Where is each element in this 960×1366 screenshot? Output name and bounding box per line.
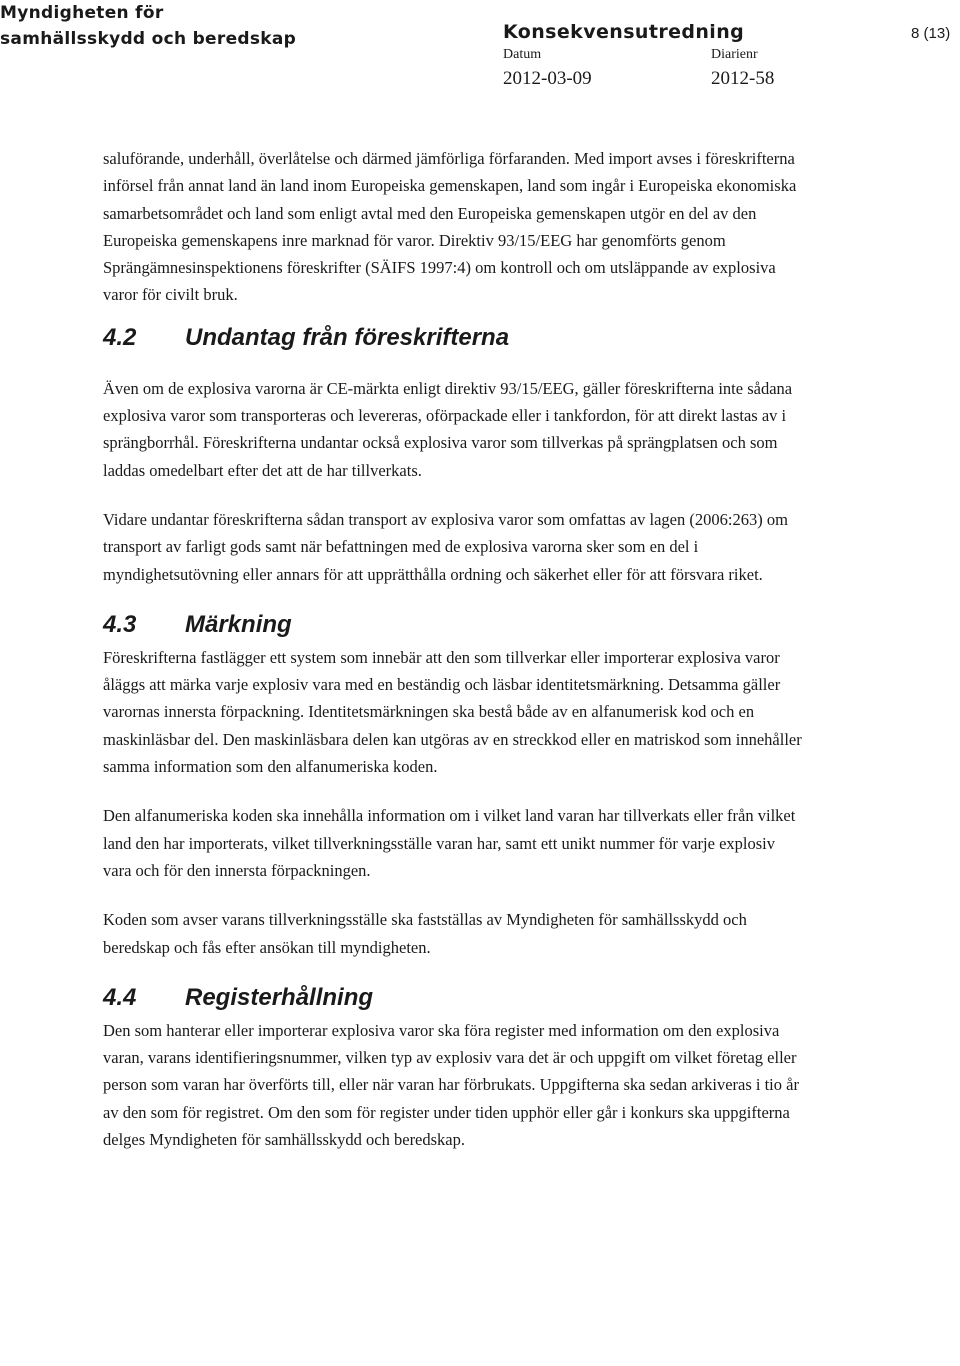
section-title: Märkning: [185, 610, 292, 638]
document-body: [103, 145, 803, 1175]
page-header: [0, 0, 960, 100]
section-title: Registerhållning: [185, 983, 374, 1011]
section-4-4: [103, 983, 803, 1153]
page-number: 8 (13): [911, 25, 951, 42]
diarienr-label: Diarienr: [711, 47, 758, 62]
section-heading: [103, 983, 803, 1013]
section-number: 4.4: [103, 983, 137, 1011]
section-heading: [103, 610, 803, 640]
paragraph: Den som hanterar eller importerar explosiva varor ska föra register med information om den explosiva varan, varans identifieringsnummer, vilken typ av explosiv vara det är och uppgift om vilket företag eller person som varan har överförts till, eller när varan har förbrukats. Uppgifterna ska sedan arkiveras i tio år av den som för registret. Om den som för register under tiden upphör eller går i konkurs ska uppgifterna delges Myndigheten för samhällsskydd och beredskap.: [103, 1020, 799, 1150]
intro-paragraph: saluförande, underhåll, överlåtelse och därmed jämförliga förfaranden. Med import avses i föreskrifterna införsel från annat land än land inom Europeiska gemenskapen, land som ingår i Europeiska ekonomiska samarbetsområdet och land som enligt avtal med den Europeiska gemenskapen utgör en del av den Europeiska gemenskapens inre marknad för varor. Direktiv 93/15/EEG har genomförts genom Sprängämnesinspektionens föreskrifter (SÄIFS 1997:4) om kontroll och om utsläppande av explosiva varor för civilt bruk.: [103, 149, 797, 305]
paragraph: Även om de explosiva varorna är CE-märkta enligt direktiv 93/15/EEG, gäller föreskrifterna inte sådana explosiva varor som transporteras och levereras, oförpackade eller i tankfordon, för att direkt lastas av i sprängborrhål. Föreskrifterna undantar också explosiva varor som tillverkas på sprängplatsen och som laddas omedelbart efter det att de har tillverkats.: [103, 378, 793, 480]
document-title: Konsekvensutredning: [503, 21, 745, 43]
section-4-2: [103, 323, 803, 588]
paragraph: Vidare undantar föreskrifterna sådan transport av explosiva varor som omfattas av lagen (2006:263) om transport av farligt gods samt när befattningen med de explosiva varorna sker som en del i myndighetsutövning eller annars för att upprätthålla ordning och säkerhet eller för att försvara riket.: [103, 509, 788, 584]
paragraph: Den alfanumeriska koden ska innehålla information om i vilket land varan har tillverkats eller från vilket land den har importerats, vilket tillverkningsställe varan har, samt ett unikt nummer för varje explosiv vara och för den innersta förpackningen.: [103, 806, 796, 880]
organization-name-line-1: Myndigheten för: [0, 3, 164, 23]
section-4-3: [103, 610, 803, 961]
date-label: Datum: [503, 47, 542, 62]
date-value: 2012-03-09: [503, 68, 592, 89]
section-heading: [103, 323, 803, 353]
organization-name-line-2: samhällsskydd och beredskap: [0, 29, 297, 49]
section-title: Undantag från föreskrifterna: [185, 323, 510, 351]
paragraph: Föreskrifterna fastlägger ett system som innebär att den som tillverkar eller importerar explosiva varor åläggs att märka varje explosiv vara med en beständig och läsbar identitetsmärkning. Detsamma gäller varornas innersta förpackning. Identitetsmärkningen ska bestå både av en alfanumerisk kod och en maskinläsbar del. Den maskinläsbara delen kan utgöras av en streckkod eller en matriskod som innehåller samma information som den alfanumeriska koden.: [103, 647, 802, 777]
diarienr-value: 2012-58: [711, 68, 775, 89]
organization-name: [0, 0, 296, 52]
section-number: 4.2: [103, 323, 137, 351]
paragraph: Koden som avser varans tillverkningsställe ska fastställas av Myndigheten för samhällsskydd och beredskap och fås efter ansökan till myndigheten.: [103, 910, 747, 957]
section-number: 4.3: [103, 610, 137, 638]
